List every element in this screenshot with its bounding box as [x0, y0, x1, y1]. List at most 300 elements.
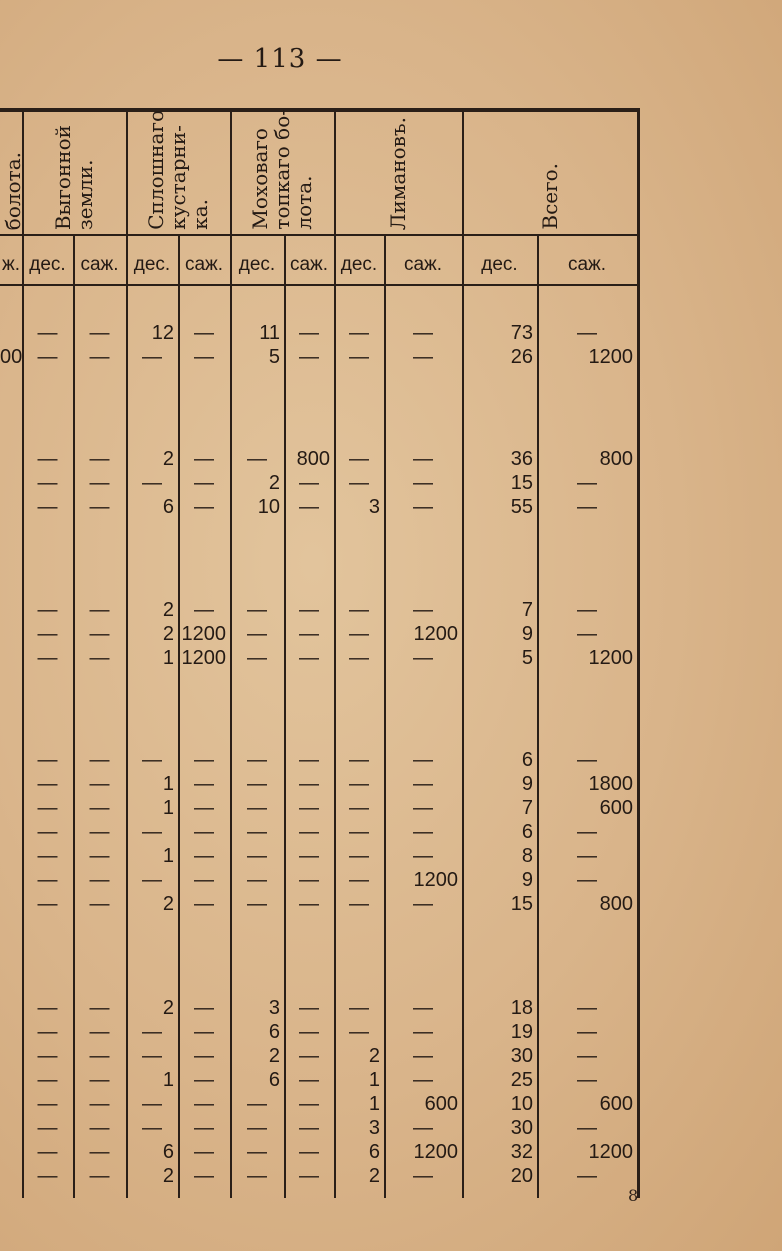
table-cell: 2 — [162, 1165, 174, 1187]
table-cell: 36 — [510, 448, 533, 470]
table-row — [0, 622, 640, 646]
table-cell: — — [89, 322, 110, 344]
table-cell: — — [413, 1069, 433, 1091]
table-cell: — — [89, 1021, 110, 1043]
table-cell: — — [349, 346, 369, 368]
table-cell: 6 — [521, 821, 533, 843]
table-cell: 800 — [599, 448, 633, 470]
table-cell: 600 — [599, 1093, 633, 1115]
table-cell: — — [89, 869, 110, 891]
table-cell — [0, 796, 18, 820]
table-cell: — — [194, 1165, 214, 1187]
table-cell: — — [194, 869, 214, 891]
table-cell: — — [194, 346, 214, 368]
table-cell: — — [142, 1045, 162, 1067]
table-cell: — — [299, 496, 319, 518]
table-cell: — — [89, 623, 110, 645]
table-cell: — — [299, 869, 319, 891]
table-cell — [0, 646, 18, 670]
table-cell: 18 — [510, 997, 533, 1019]
table-cell: — — [194, 496, 214, 518]
table-cell: 1 — [162, 647, 174, 669]
table-cell: 800 — [296, 448, 330, 470]
table-cell: — — [37, 821, 58, 843]
table-row — [0, 447, 640, 471]
table-cell: 9 — [521, 773, 533, 795]
table-cell: — — [37, 1117, 58, 1139]
table-cell — [0, 1092, 18, 1116]
table-cell: 6 — [162, 1141, 174, 1163]
table-cell: 2 — [268, 472, 280, 494]
table-cell: — — [37, 997, 58, 1019]
table-cell: — — [577, 997, 597, 1019]
table-row — [0, 345, 640, 369]
table-cell: — — [349, 749, 369, 771]
table-cell: — — [577, 472, 597, 494]
table-cell: — — [413, 599, 433, 621]
table-cell: — — [247, 845, 267, 867]
table-cell: — — [194, 1117, 214, 1139]
table-cell: — — [37, 773, 58, 795]
table-cell — [0, 1140, 18, 1164]
table-cell: — — [299, 821, 319, 843]
table-cell: — — [413, 1021, 433, 1043]
col-header-bolota-text: болота. — [1, 151, 25, 230]
table-cell: — — [194, 599, 214, 621]
table-cell: — — [89, 346, 110, 368]
col-header-sploshnogo-text: Сплошнаго кустарни- ка. — [144, 110, 212, 230]
table-cell: — — [37, 647, 58, 669]
unit-label: дес. — [133, 254, 171, 275]
table-cell: 10 — [257, 496, 280, 518]
table-cell: — — [413, 997, 433, 1019]
table-cell — [0, 996, 18, 1020]
table-cell: — — [89, 893, 110, 915]
unit-label: дес. — [340, 254, 378, 275]
table-cell: — — [37, 472, 58, 494]
table-cell: 1 — [162, 773, 174, 795]
table-cell: — — [37, 893, 58, 915]
table-cell: — — [349, 623, 369, 645]
table-cell: — — [194, 1045, 214, 1067]
table-cell: — — [89, 1141, 110, 1163]
table-cell: — — [299, 322, 319, 344]
table-cell: — — [247, 647, 267, 669]
table-cell: 3 — [268, 997, 280, 1019]
table-cell — [0, 598, 18, 622]
table-cell — [0, 1044, 18, 1068]
table-cell: — — [247, 773, 267, 795]
table-cell: 1200 — [413, 1141, 458, 1163]
table-cell: 2 — [268, 1045, 280, 1067]
table-cell: — — [299, 997, 319, 1019]
table-cell: — — [89, 496, 110, 518]
table-row — [0, 1140, 640, 1164]
table-cell: 11 — [259, 322, 280, 344]
col-header-limanov — [334, 116, 462, 234]
table-cell: — — [194, 322, 214, 344]
table-cell: 5 — [268, 346, 280, 368]
table-cell: — — [413, 1165, 433, 1187]
table-cell: 2 — [162, 448, 174, 470]
table-cell: — — [577, 821, 597, 843]
table-cell: — — [89, 845, 110, 867]
table-cell: — — [349, 599, 369, 621]
table-cell: — — [299, 773, 319, 795]
table-cell: — — [299, 472, 319, 494]
table-cell — [0, 1116, 18, 1140]
table-cell: — — [577, 869, 597, 891]
table-cell: — — [247, 1093, 267, 1115]
table-cell: 1 — [162, 1069, 174, 1091]
table-cell: — — [194, 845, 214, 867]
table-cell — [0, 447, 18, 471]
table-cell: 1200 — [181, 647, 226, 669]
table-cell: 800 — [599, 893, 633, 915]
table-cell: 32 — [510, 1141, 533, 1163]
table-cell: — — [194, 1021, 214, 1043]
table-cell: — — [349, 647, 369, 669]
table-cell: — — [194, 448, 214, 470]
table-row — [0, 1092, 640, 1116]
table-cell: 19 — [510, 1021, 533, 1043]
table-row — [0, 321, 640, 345]
col-header-vsego — [462, 116, 637, 234]
table-cell: — — [349, 773, 369, 795]
table-cell: — — [194, 797, 214, 819]
table-cell: — — [194, 1093, 214, 1115]
table-row — [0, 598, 640, 622]
table-cell — [0, 495, 18, 519]
table-cell — [0, 622, 18, 646]
table-cell: — — [89, 749, 110, 771]
table-cell: — — [413, 322, 433, 344]
table-cell: — — [37, 845, 58, 867]
table-row — [0, 1164, 640, 1188]
table-cell: — — [349, 797, 369, 819]
table-cell: — — [299, 1069, 319, 1091]
table-cell: 9 — [521, 869, 533, 891]
table-cell: — — [89, 1165, 110, 1187]
table-cell: — — [413, 496, 433, 518]
table-cell: 9 — [521, 623, 533, 645]
table-cell: — — [349, 448, 369, 470]
table-cell: 6 — [368, 1141, 380, 1163]
table-cell: — — [299, 623, 319, 645]
table-cell: 8 — [521, 845, 533, 867]
table-cell: — — [577, 1021, 597, 1043]
table-cell: — — [349, 1021, 369, 1043]
col-header-limanov-text: Лимановъ. — [386, 116, 410, 230]
table-cell: — — [37, 599, 58, 621]
table-cell — [0, 820, 18, 844]
table-cell: — — [142, 1021, 162, 1043]
table-cell: — — [577, 322, 597, 344]
table-cell: 1 — [368, 1093, 380, 1115]
table-cell: — — [413, 472, 433, 494]
table-cell: — — [247, 749, 267, 771]
table-cell: — — [89, 448, 110, 470]
table-row — [0, 748, 640, 772]
table-cell — [0, 471, 18, 495]
table-cell: 7 — [521, 599, 533, 621]
table-cell: — — [37, 448, 58, 470]
table-cell: — — [247, 1117, 267, 1139]
table-cell: 10 — [510, 1093, 533, 1115]
unit-label: саж. — [184, 254, 224, 275]
table-cell: — — [142, 749, 162, 771]
header-divider — [0, 234, 640, 236]
table-row — [0, 1068, 640, 1092]
table-cell: 00 — [0, 346, 23, 368]
table-cell: 26 — [510, 346, 533, 368]
table-row — [0, 1020, 640, 1044]
table-cell: 2 — [368, 1165, 380, 1187]
table-cell: — — [299, 1141, 319, 1163]
col-header-mokhovago-text: Моховаго топкаго бо- лота. — [248, 109, 316, 230]
table-cell: 30 — [510, 1117, 533, 1139]
table-cell: — — [413, 821, 433, 843]
table-cell: — — [413, 749, 433, 771]
table-cell: 1200 — [588, 1141, 633, 1163]
table-cell: — — [413, 893, 433, 915]
table-cell — [0, 892, 18, 916]
table-cell: — — [247, 869, 267, 891]
table-cell: — — [577, 749, 597, 771]
table-cell: 1 — [162, 797, 174, 819]
table-cell: — — [37, 1141, 58, 1163]
table-cell: — — [247, 797, 267, 819]
unit-label: дес. — [481, 254, 518, 275]
table-row — [0, 868, 640, 892]
table-cell: 25 — [510, 1069, 533, 1091]
table-cell: — — [142, 869, 162, 891]
table-cell — [0, 844, 18, 868]
table-cell: 6 — [162, 496, 174, 518]
table-cell: 15 — [510, 893, 533, 915]
table-cell: — — [194, 1141, 214, 1163]
table-cell: — — [89, 997, 110, 1019]
table-cell: — — [413, 448, 433, 470]
table-cell: — — [247, 1165, 267, 1187]
table-cell: — — [413, 346, 433, 368]
table-cell: — — [247, 599, 267, 621]
table-cell — [0, 1068, 18, 1092]
table-cell: 1200 — [413, 623, 458, 645]
table-cell: — — [194, 893, 214, 915]
table-cell: — — [577, 1117, 597, 1139]
table-cell: — — [89, 1093, 110, 1115]
table-cell: — — [89, 647, 110, 669]
table-cell: 6 — [521, 749, 533, 771]
table-row — [0, 1116, 640, 1140]
table-cell: — — [142, 1093, 162, 1115]
table-cell: — — [349, 893, 369, 915]
table-cell: — — [299, 346, 319, 368]
table-cell: — — [577, 623, 597, 645]
table-cell: 1200 — [588, 647, 633, 669]
col-header-bolota — [0, 116, 25, 234]
table-cell: — — [349, 821, 369, 843]
table-cell: 20 — [510, 1165, 533, 1187]
table-cell: 2 — [368, 1045, 380, 1067]
table-cell: — — [89, 773, 110, 795]
table-cell: — — [89, 1069, 110, 1091]
col-header-vygonnoy — [22, 116, 126, 234]
table-cell: — — [194, 472, 214, 494]
table-cell: — — [413, 845, 433, 867]
unit-label: саж. — [567, 254, 607, 275]
unit-label: саж. — [289, 254, 329, 275]
table-cell: 12 — [151, 322, 174, 344]
col-header-sploshnogo — [126, 110, 230, 234]
table-cell: 7 — [521, 797, 533, 819]
table-cell: — — [37, 1069, 58, 1091]
table-cell: — — [194, 1069, 214, 1091]
table-cell: — — [89, 797, 110, 819]
table-cell: 3 — [368, 1117, 380, 1139]
table-cell: — — [194, 749, 214, 771]
table-cell: — — [37, 1165, 58, 1187]
table-row — [0, 844, 640, 868]
table-cell: 2 — [162, 623, 174, 645]
table-cell: — — [247, 623, 267, 645]
table-cell: — — [37, 749, 58, 771]
table-cell: — — [349, 869, 369, 891]
table-cell: — — [577, 496, 597, 518]
table-cell: — — [299, 749, 319, 771]
table-cell: 1 — [162, 845, 174, 867]
statistics-table — [0, 108, 640, 1198]
table-cell: — — [37, 1021, 58, 1043]
unit-label: ж. — [2, 254, 20, 275]
corner-mark: 8 — [628, 1186, 639, 1205]
table-cell: — — [247, 448, 267, 470]
table-cell: — — [37, 1093, 58, 1115]
table-cell: — — [142, 346, 162, 368]
table-cell: 2 — [162, 997, 174, 1019]
table-row — [0, 796, 640, 820]
table-cell: — — [247, 1141, 267, 1163]
table-row — [0, 996, 640, 1020]
table-cell: 55 — [510, 496, 533, 518]
table-cell: — — [37, 797, 58, 819]
table-cell: 1200 — [181, 623, 226, 645]
table-cell: — — [299, 797, 319, 819]
table-cell: — — [37, 496, 58, 518]
table-cell: — — [194, 997, 214, 1019]
table-cell: 2 — [162, 599, 174, 621]
table-cell: — — [194, 773, 214, 795]
page-number: — 113 — — [217, 44, 343, 74]
unit-label: дес. — [29, 254, 66, 275]
table-cell: — — [413, 1117, 433, 1139]
table-cell: — — [349, 997, 369, 1019]
table-cell: — — [142, 472, 162, 494]
unit-label: дес. — [238, 254, 276, 275]
table-cell: — — [299, 845, 319, 867]
table-cell — [0, 1020, 18, 1044]
table-cell: 5 — [521, 647, 533, 669]
table-cell: 30 — [510, 1045, 533, 1067]
table-cell — [0, 1164, 18, 1188]
table-cell: — — [247, 893, 267, 915]
table-cell: — — [413, 797, 433, 819]
table-top-rule — [0, 108, 640, 112]
table-cell: — — [299, 1093, 319, 1115]
table-cell: 3 — [368, 496, 380, 518]
table-cell: 73 — [510, 322, 533, 344]
table-cell: — — [142, 1117, 162, 1139]
table-cell: 1200 — [413, 869, 458, 891]
table-cell: — — [577, 845, 597, 867]
table-cell: 1 — [368, 1069, 380, 1091]
table-cell: — — [413, 773, 433, 795]
table-row — [0, 892, 640, 916]
table-cell: — — [37, 1045, 58, 1067]
table-cell: 15 — [510, 472, 533, 494]
table-cell: — — [299, 1045, 319, 1067]
table-cell: — — [413, 647, 433, 669]
table-row — [0, 646, 640, 670]
table-cell: — — [413, 1045, 433, 1067]
table-cell: — — [299, 599, 319, 621]
table-cell: — — [349, 472, 369, 494]
unit-label: саж. — [80, 254, 119, 275]
table-cell: — — [577, 1069, 597, 1091]
table-cell: — — [89, 472, 110, 494]
table-cell: 600 — [424, 1093, 458, 1115]
table-cell: — — [577, 1165, 597, 1187]
table-cell: — — [89, 1045, 110, 1067]
table-cell: — — [142, 821, 162, 843]
table-cell: — — [37, 869, 58, 891]
col-header-mokhovago — [230, 109, 334, 234]
table-cell: — — [194, 821, 214, 843]
table-cell: 6 — [268, 1069, 280, 1091]
table-cell — [0, 772, 18, 796]
table-cell: — — [299, 1117, 319, 1139]
table-cell: — — [89, 1117, 110, 1139]
table-cell: 600 — [599, 797, 633, 819]
table-cell: — — [349, 322, 369, 344]
table-cell: — — [299, 1165, 319, 1187]
table-cell: — — [349, 845, 369, 867]
table-cell: — — [577, 599, 597, 621]
table-row — [0, 772, 640, 796]
table-row — [0, 820, 640, 844]
table-cell: — — [299, 647, 319, 669]
table-cell — [0, 321, 18, 345]
col-header-vsego-text: Всего. — [537, 163, 562, 230]
unit-label: саж. — [403, 254, 443, 275]
col-header-vygonnoy-text: Выгонной земли. — [51, 124, 97, 230]
table-cell: — — [89, 821, 110, 843]
units-divider — [0, 284, 640, 286]
table-cell: — — [37, 346, 58, 368]
table-cell: 2 — [162, 893, 174, 915]
table-cell: 1200 — [588, 346, 633, 368]
table-row — [0, 495, 640, 519]
table-cell: — — [37, 322, 58, 344]
table-cell: 1800 — [588, 773, 633, 795]
table-cell: — — [247, 821, 267, 843]
table-row — [0, 471, 640, 495]
table-cell — [0, 748, 18, 772]
table-row — [0, 1044, 640, 1068]
table-cell: — — [577, 1045, 597, 1067]
table-cell: — — [299, 893, 319, 915]
